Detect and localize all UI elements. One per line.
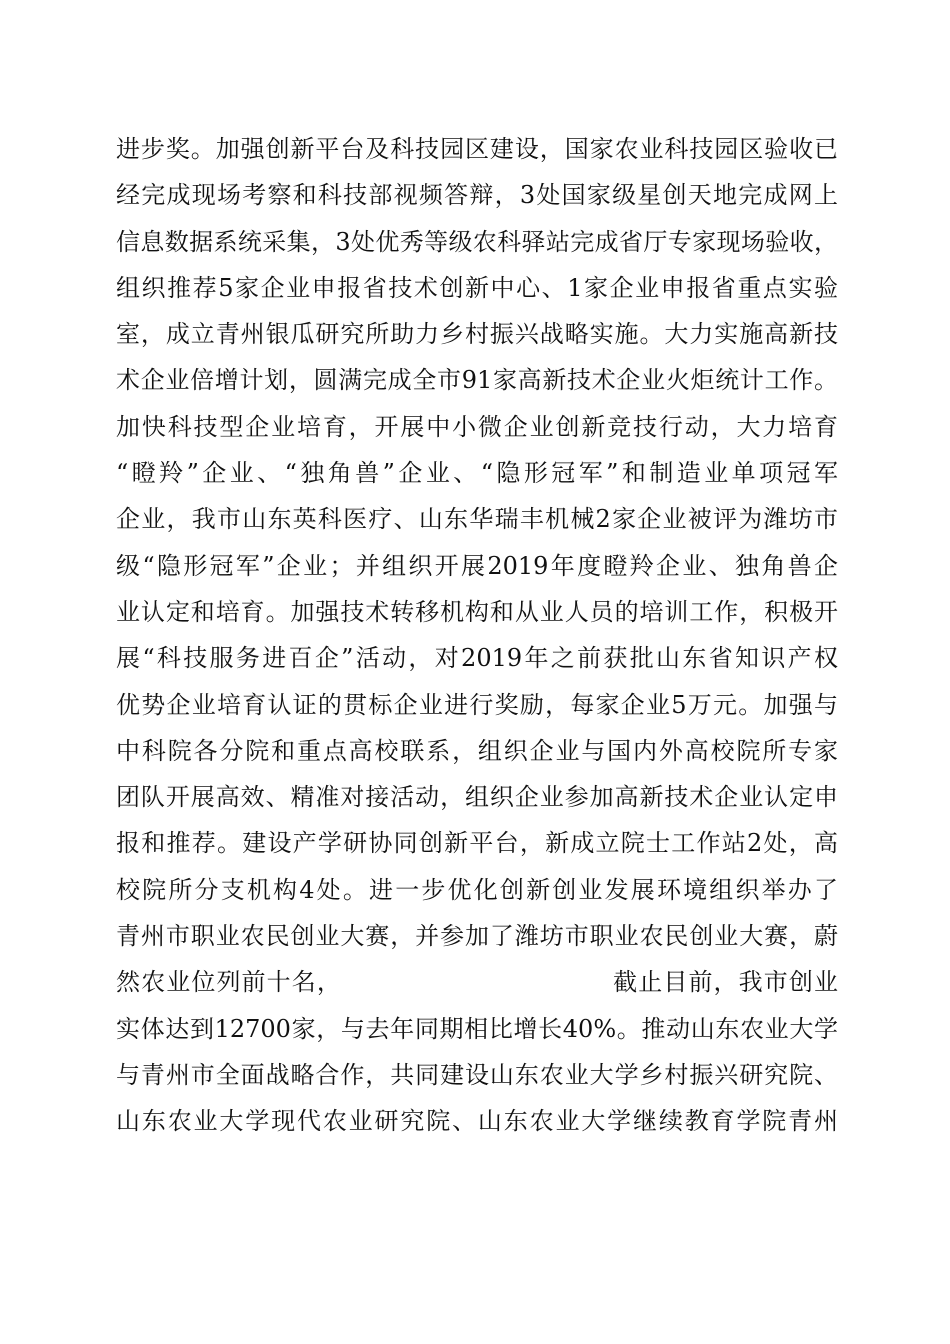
text-line: 展“科技服务进百企”活动，对2019年之前获批山东省知识产权 xyxy=(116,644,838,673)
text-line: 校院所分支机构4处。进一步优化创新创业发展环境组织举办了 xyxy=(116,875,838,904)
text-line: 团队开展高效、精准对接活动，组织企业参加高新技术企业认定申 xyxy=(116,783,838,812)
text-line: 报和推荐。建设产学研协同创新平台，新成立院士工作站2处，高 xyxy=(116,829,838,858)
text-line: 组织推荐5家企业申报省技术创新中心、1家企业申报省重点实验 xyxy=(116,273,838,302)
text-line: 与青州市全面战略合作，共同建设山东农业大学乡村振兴研究院、 xyxy=(116,1060,838,1089)
text-line-start: 然农业位列前十名， xyxy=(116,968,342,997)
text-line: 术企业倍增计划，圆满完成全市91家高新技术企业火炬统计工作。 xyxy=(116,366,838,395)
text-line: 业认定和培育。加强技术转移机构和从业人员的培训工作，积极开 xyxy=(116,597,838,626)
text-line: “瞪羚”企业、“独角兽”企业、“隐形冠军”和制造业单项冠军 xyxy=(116,459,838,488)
text-line-with-gap xyxy=(116,959,838,1005)
text-line: 山东农业大学现代农业研究院、山东农业大学继续教育学院青州 xyxy=(116,1107,838,1136)
text-line: 实体达到12700家，与去年同期相比增长40%。推动山东农业大学 xyxy=(116,1014,838,1043)
text-line: 经完成现场考察和科技部视频答辩，3处国家级星创天地完成网上 xyxy=(116,181,838,210)
text-line: 信息数据系统采集，3处优秀等级农科驿站完成省厅专家现场验收， xyxy=(116,227,838,256)
text-line: 进步奖。加强创新平台及科技园区建设，国家农业科技园区验收已 xyxy=(116,135,838,163)
text-line: 企业，我市山东英科医疗、山东华瑞丰机械2家企业被评为潍坊市 xyxy=(116,505,838,534)
text-line: 加快科技型企业培育，开展中小微企业创新竞技行动，大力培育 xyxy=(116,412,838,441)
body-text xyxy=(116,126,838,1145)
text-line: 中科院各分院和重点高校联系，组织企业与国内外高校院所专家 xyxy=(116,736,838,765)
text-line: 级“隐形冠军”企业；并组织开展2019年度瞪羚企业、独角兽企 xyxy=(116,551,838,580)
text-line: 青州市职业农民创业大赛，并参加了潍坊市职业农民创业大赛，蔚 xyxy=(116,922,838,951)
text-line-end: 截止目前，我市创业 xyxy=(612,968,838,997)
text-line: 优势企业培育认证的贯标企业进行奖励，每家企业5万元。加强与 xyxy=(116,690,838,719)
text-line: 室，成立青州银瓜研究所助力乡村振兴战略实施。大力实施高新技 xyxy=(116,320,838,349)
